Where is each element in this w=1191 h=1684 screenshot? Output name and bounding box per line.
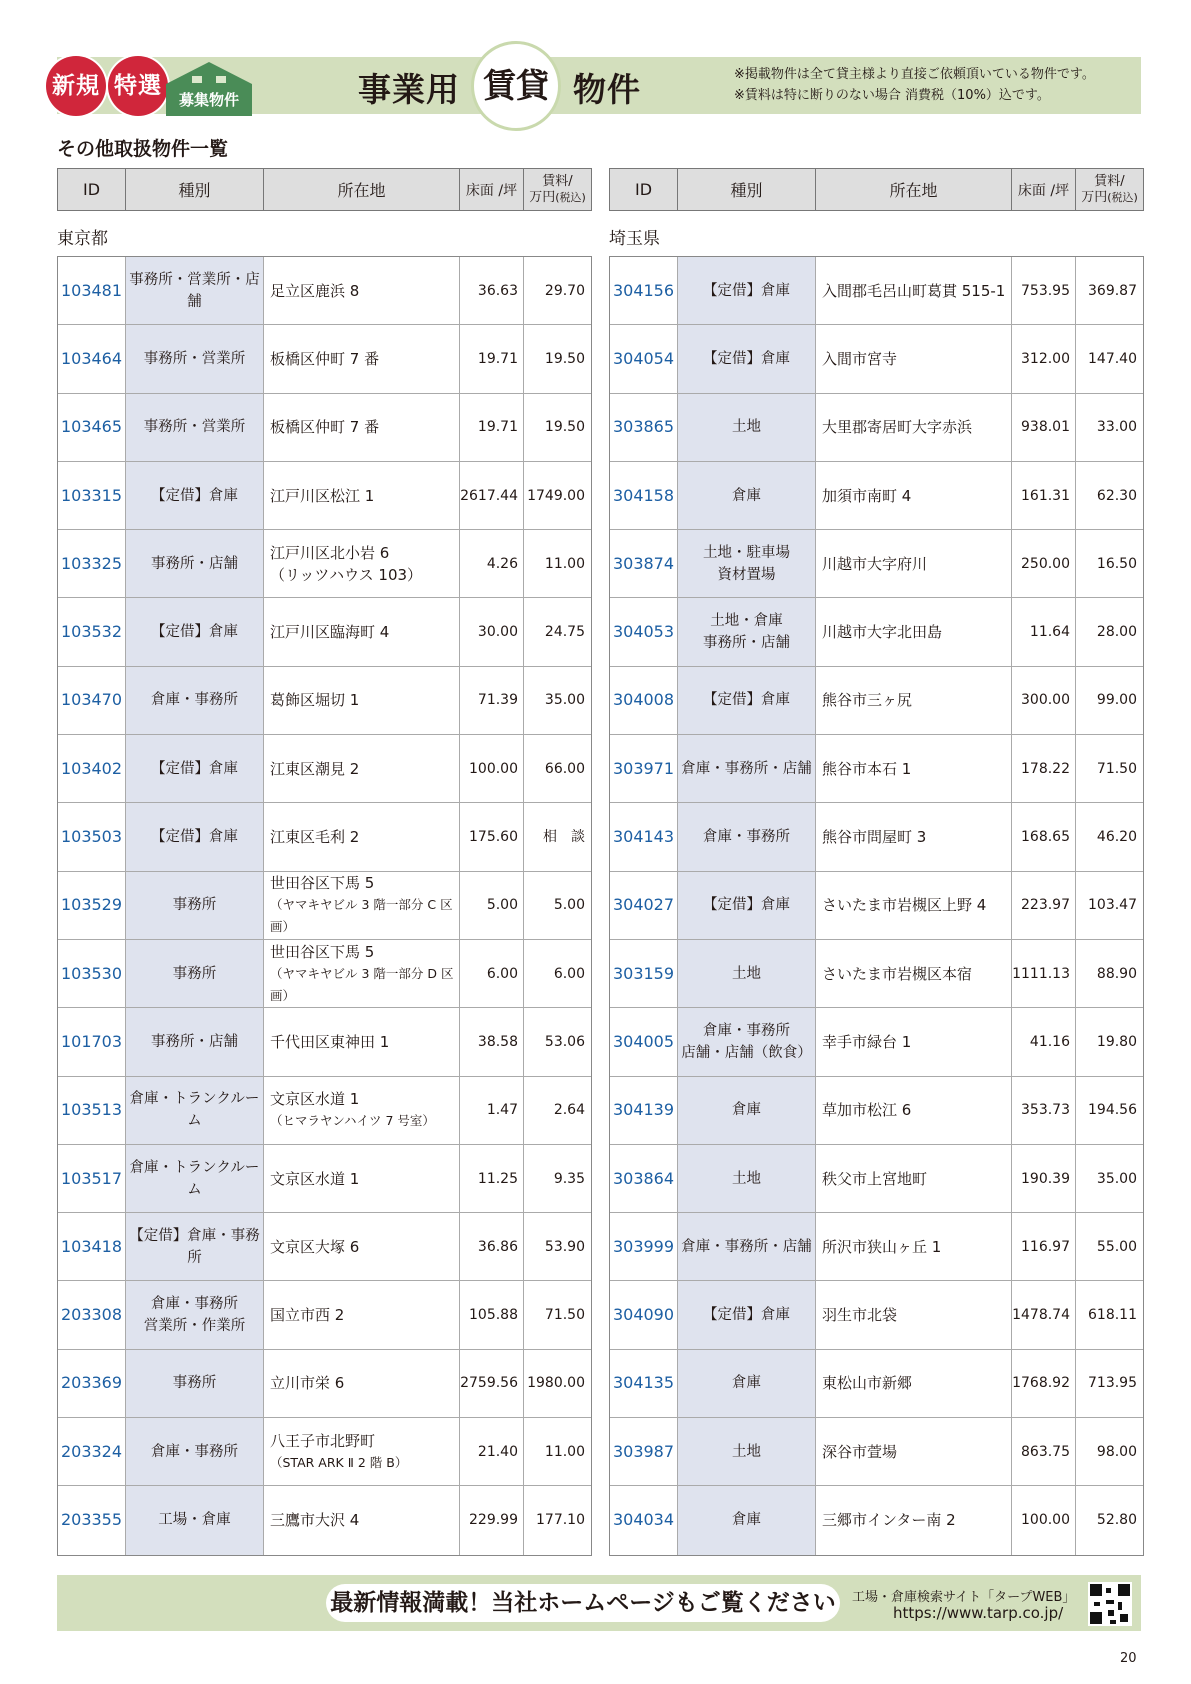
property-id[interactable]: 103513: [58, 1077, 126, 1144]
table-row[interactable]: [610, 872, 1143, 940]
table-row[interactable]: [58, 1077, 591, 1145]
col-type: 種別: [126, 169, 264, 210]
property-location: 深谷市萱場: [816, 1418, 1012, 1485]
property-id[interactable]: 304053: [610, 598, 678, 665]
property-type: 【定借】倉庫・事務所: [126, 1213, 264, 1280]
table-row[interactable]: [610, 667, 1143, 735]
property-id[interactable]: 103402: [58, 735, 126, 802]
property-area: 100.00: [1012, 1486, 1076, 1554]
property-type: 工場・倉庫: [126, 1486, 264, 1554]
table-row[interactable]: [58, 530, 591, 598]
left-column-header: [57, 168, 592, 211]
table-row[interactable]: [58, 1350, 591, 1418]
property-area: 223.97: [1012, 872, 1076, 939]
property-area: 1478.74: [1012, 1281, 1076, 1348]
table-row[interactable]: [58, 1008, 591, 1076]
property-type: 倉庫・事務所: [126, 667, 264, 734]
property-location: 葛飾区堀切 1: [264, 667, 460, 734]
property-area: 36.86: [460, 1213, 524, 1280]
col-id: ID: [610, 169, 678, 210]
table-row[interactable]: [610, 325, 1143, 393]
property-rent: 66.00: [544, 760, 585, 777]
property-area: 250.00: [1012, 530, 1076, 597]
col-area: 床面 /坪: [1012, 169, 1076, 210]
property-location: 東松山市新郷: [816, 1350, 1012, 1417]
table-row[interactable]: [610, 1077, 1143, 1145]
property-type: 【定借】倉庫: [678, 667, 816, 734]
property-type: 倉庫: [678, 1350, 816, 1417]
property-rent: 53.90: [544, 1238, 585, 1255]
property-rent: 194.56: [1088, 1102, 1137, 1119]
property-location: 立川市栄 6: [264, 1350, 460, 1417]
property-type: 事務所・営業所・店舗: [126, 257, 264, 324]
property-rent: 5.00: [553, 897, 585, 914]
note-line-2: ※賃料は特に断りのない場合 消費税（10%）込です。: [734, 88, 1050, 103]
property-id[interactable]: 303864: [610, 1145, 678, 1212]
right-column-header: [609, 168, 1144, 211]
table-row[interactable]: [610, 1418, 1143, 1486]
property-area: 168.65: [1012, 803, 1076, 870]
property-location: 三郷市インター南 2: [816, 1486, 1012, 1554]
title-property: 物件: [573, 70, 641, 109]
property-id[interactable]: 303971: [610, 735, 678, 802]
property-location: 八王子市北野町 （STAR ARK Ⅱ 2 階 B）: [264, 1418, 460, 1485]
property-area: 38.58: [460, 1008, 524, 1075]
property-type: 【定借】倉庫: [678, 1281, 816, 1348]
property-rent: 62.30: [1096, 487, 1137, 504]
property-id[interactable]: 103418: [58, 1213, 126, 1280]
property-id[interactable]: 303865: [610, 394, 678, 461]
property-id[interactable]: 304090: [610, 1281, 678, 1348]
table-row[interactable]: [58, 940, 591, 1008]
table-row[interactable]: [58, 1213, 591, 1281]
property-location: 入間郡毛呂山町葛貫 515-1: [816, 257, 1012, 324]
property-rent: 52.80: [1096, 1512, 1137, 1529]
table-row[interactable]: [58, 462, 591, 530]
property-rent: 71.50: [544, 1307, 585, 1324]
table-row[interactable]: [58, 598, 591, 666]
table-row[interactable]: [610, 1486, 1143, 1554]
col-area: 床面 /坪: [460, 169, 524, 210]
property-area: 2617.44: [460, 462, 524, 529]
table-row[interactable]: [58, 394, 591, 462]
table-row[interactable]: [58, 803, 591, 871]
property-location: 江東区潮見 2: [264, 735, 460, 802]
table-row[interactable]: [610, 462, 1143, 530]
property-area: 353.73: [1012, 1077, 1076, 1144]
list-title: その他取扱物件一覧: [57, 138, 229, 160]
property-area: 30.00: [460, 598, 524, 665]
property-area: 19.71: [460, 325, 524, 392]
table-row[interactable]: [610, 257, 1143, 325]
property-rent: 11.00: [544, 1443, 585, 1460]
property-id[interactable]: 103529: [58, 872, 126, 939]
property-location: 熊谷市三ヶ尻: [816, 667, 1012, 734]
property-rent: 98.00: [1096, 1443, 1137, 1460]
property-area: 175.60: [460, 803, 524, 870]
property-id[interactable]: 103325: [58, 530, 126, 597]
property-rent: 1980.00: [527, 1375, 585, 1392]
property-area: 36.63: [460, 257, 524, 324]
property-type: 倉庫・トランクルーム: [126, 1077, 264, 1144]
footer-banner[interactable]: 最新情報満載！当社ホームページもご覧ください: [326, 1584, 840, 1622]
note-line-1: ※掲載物件は全て貸主様より直接ご依頼頂いている物件です。: [734, 67, 1095, 82]
property-type: 倉庫: [678, 1486, 816, 1554]
footer-url[interactable]: https://www.tarp.co.jp/: [893, 1604, 1064, 1622]
property-type: 事務所・営業所: [126, 325, 264, 392]
property-id[interactable]: 304008: [610, 667, 678, 734]
property-rent: 19.80: [1096, 1033, 1137, 1050]
title-rental: 賃貸: [471, 41, 561, 131]
property-id[interactable]: 304139: [610, 1077, 678, 1144]
recruit-label: 募集物件: [178, 91, 239, 109]
property-type: 土地・駐車場 資材置場: [678, 530, 816, 597]
property-rent: 713.95: [1088, 1375, 1137, 1392]
property-location: 文京区水道 1: [264, 1145, 460, 1212]
property-area: 116.97: [1012, 1213, 1076, 1280]
property-location: 熊谷市問屋町 3: [816, 803, 1012, 870]
property-type: 倉庫・トランクルーム: [126, 1145, 264, 1212]
property-id[interactable]: 304156: [610, 257, 678, 324]
property-rent: 35.00: [1096, 1170, 1137, 1187]
property-location: 秩父市上宮地町: [816, 1145, 1012, 1212]
property-id[interactable]: 103503: [58, 803, 126, 870]
table-row[interactable]: [58, 735, 591, 803]
prefecture-tokyo: 東京都: [57, 229, 108, 249]
property-area: 2759.56: [460, 1350, 524, 1417]
property-id[interactable]: 304034: [610, 1486, 678, 1554]
property-location: 川越市大字北田島: [816, 598, 1012, 665]
property-rent: 71.50: [1096, 760, 1137, 777]
property-type: 土地: [678, 394, 816, 461]
property-location: 川越市大字府川: [816, 530, 1012, 597]
property-type: 土地・倉庫 事務所・店舗: [678, 598, 816, 665]
property-location: 国立市西 2: [264, 1281, 460, 1348]
table-row[interactable]: [610, 1008, 1143, 1076]
property-location: 文京区水道 1 （ヒマラヤンハイツ 7 号室）: [264, 1077, 460, 1144]
property-rent: 88.90: [1096, 965, 1137, 982]
property-location: 板橋区仲町 7 番: [264, 325, 460, 392]
property-rent: 55.00: [1096, 1238, 1137, 1255]
property-area: 938.01: [1012, 394, 1076, 461]
property-area: 41.16: [1012, 1008, 1076, 1075]
property-type: 【定借】倉庫: [678, 325, 816, 392]
property-type: 倉庫: [678, 462, 816, 529]
property-location: 江戸川区臨海町 4: [264, 598, 460, 665]
property-area: 161.31: [1012, 462, 1076, 529]
table-row[interactable]: [58, 1281, 591, 1349]
title-business: 事業用: [358, 70, 460, 109]
property-area: 229.99: [460, 1486, 524, 1554]
footer-site-name: 工場・倉庫検索サイト「タープWEB」: [852, 1590, 1076, 1605]
property-id[interactable]: 103315: [58, 462, 126, 529]
property-area: 190.39: [1012, 1145, 1076, 1212]
property-id[interactable]: 303987: [610, 1418, 678, 1485]
property-area: 71.39: [460, 667, 524, 734]
property-location: 大里郡寄居町大字赤浜: [816, 394, 1012, 461]
property-area: 863.75: [1012, 1418, 1076, 1485]
property-area: 105.88: [460, 1281, 524, 1348]
property-location: 熊谷市本石 1: [816, 735, 1012, 802]
property-rent: 103.47: [1088, 897, 1137, 914]
property-location: 文京区大塚 6: [264, 1213, 460, 1280]
table-row[interactable]: [610, 394, 1143, 462]
property-location: 草加市松江 6: [816, 1077, 1012, 1144]
col-rent: 賃料/ 万円(税込): [529, 173, 586, 205]
property-rent: 177.10: [536, 1512, 585, 1529]
property-id[interactable]: 203369: [58, 1350, 126, 1417]
table-row[interactable]: [610, 735, 1143, 803]
property-id[interactable]: 203324: [58, 1418, 126, 1485]
property-rent: 28.00: [1096, 624, 1137, 641]
table-row[interactable]: [58, 1145, 591, 1213]
property-area: 21.40: [460, 1418, 524, 1485]
property-id[interactable]: 103532: [58, 598, 126, 665]
table-row[interactable]: [58, 872, 591, 940]
property-type: 【定借】倉庫: [126, 803, 264, 870]
property-type: 事務所・店舗: [126, 530, 264, 597]
property-location: 江戸川区北小岩 6 （リッツハウス 103）: [264, 530, 460, 597]
property-area: 19.71: [460, 394, 524, 461]
property-type: 【定借】倉庫: [126, 735, 264, 802]
property-rent: 46.20: [1096, 829, 1137, 846]
property-location: 世田谷区下馬 5 （ヤマキヤビル 3 階一部分 D 区画）: [264, 940, 460, 1007]
table-row[interactable]: [610, 1350, 1143, 1418]
property-id[interactable]: 203308: [58, 1281, 126, 1348]
property-rent: 16.50: [1096, 555, 1137, 572]
property-rent: 33.00: [1096, 419, 1137, 436]
property-type: 【定借】倉庫: [126, 462, 264, 529]
property-id[interactable]: 103465: [58, 394, 126, 461]
property-id[interactable]: 304027: [610, 872, 678, 939]
table-row[interactable]: [58, 667, 591, 735]
table-row[interactable]: [58, 257, 591, 325]
property-location: 江東区毛利 2: [264, 803, 460, 870]
property-id[interactable]: 103464: [58, 325, 126, 392]
property-type: 倉庫・事務所 店舗・店舗（飲食）: [678, 1008, 816, 1075]
property-location: さいたま市岩槻区本宿: [816, 940, 1012, 1007]
saitama-table: [609, 256, 1144, 1556]
table-row[interactable]: [58, 1486, 591, 1554]
col-location: 所在地: [264, 169, 460, 210]
property-location: 板橋区仲町 7 番: [264, 394, 460, 461]
table-row[interactable]: [610, 1213, 1143, 1281]
property-rent: 369.87: [1088, 282, 1137, 299]
prefecture-saitama: 埼玉県: [609, 229, 660, 249]
property-type: 倉庫・事務所: [126, 1418, 264, 1485]
page-number: 20: [1120, 1651, 1137, 1666]
property-id[interactable]: 303874: [610, 530, 678, 597]
badge-special: 特選: [108, 56, 168, 116]
property-area: 4.26: [460, 530, 524, 597]
property-location: 江戸川区松江 1: [264, 462, 460, 529]
property-type: 倉庫・事務所 営業所・作業所: [126, 1281, 264, 1348]
property-area: 1111.13: [1012, 940, 1076, 1007]
property-id[interactable]: 101703: [58, 1008, 126, 1075]
property-id[interactable]: 304135: [610, 1350, 678, 1417]
property-location: 千代田区東神田 1: [264, 1008, 460, 1075]
table-row[interactable]: [610, 940, 1143, 1008]
property-id[interactable]: 103481: [58, 257, 126, 324]
property-type: 倉庫・事務所・店舗: [678, 735, 816, 802]
house-icon: [166, 62, 252, 116]
property-rent: 相 談: [543, 829, 585, 846]
property-location: 入間市宮寺: [816, 325, 1012, 392]
property-rent: 53.06: [544, 1033, 585, 1050]
property-type: 土地: [678, 940, 816, 1007]
property-id[interactable]: 103470: [58, 667, 126, 734]
badge-new: 新規: [46, 56, 106, 116]
property-type: 土地: [678, 1145, 816, 1212]
property-area: 5.00: [460, 872, 524, 939]
property-id[interactable]: 103530: [58, 940, 126, 1007]
property-type: 事務所: [126, 872, 264, 939]
property-location: 世田谷区下馬 5 （ヤマキヤビル 3 階一部分 C 区画）: [264, 872, 460, 939]
table-row[interactable]: [610, 1281, 1143, 1349]
table-row[interactable]: [610, 803, 1143, 871]
qr-code-icon[interactable]: [1088, 1582, 1132, 1626]
property-id[interactable]: 103517: [58, 1145, 126, 1212]
property-id[interactable]: 203355: [58, 1486, 126, 1554]
property-type: 倉庫・事務所・店舗: [678, 1213, 816, 1280]
property-rent: 618.11: [1088, 1307, 1137, 1324]
property-type: 事務所: [126, 940, 264, 1007]
property-id[interactable]: 303999: [610, 1213, 678, 1280]
property-location: 三鷹市大沢 4: [264, 1486, 460, 1554]
property-rent: 147.40: [1088, 350, 1137, 367]
property-location: さいたま市岩槻区上野 4: [816, 872, 1012, 939]
col-rent: 賃料/ 万円(税込): [1081, 173, 1138, 205]
property-rent: 19.50: [544, 350, 585, 367]
table-row[interactable]: [610, 598, 1143, 666]
table-row[interactable]: [610, 530, 1143, 598]
property-type: 倉庫: [678, 1077, 816, 1144]
property-area: 11.25: [460, 1145, 524, 1212]
property-rent: 2.64: [553, 1102, 585, 1119]
property-location: 加須市南町 4: [816, 462, 1012, 529]
property-id[interactable]: 304005: [610, 1008, 678, 1075]
property-type: 倉庫・事務所: [678, 803, 816, 870]
table-row[interactable]: [58, 325, 591, 393]
property-type: 事務所・営業所: [126, 394, 264, 461]
tokyo-table: [57, 256, 592, 1556]
property-rent: 1749.00: [527, 487, 585, 504]
property-rent: 99.00: [1096, 692, 1137, 709]
property-id[interactable]: 304054: [610, 325, 678, 392]
property-type: 【定借】倉庫: [678, 257, 816, 324]
col-location: 所在地: [816, 169, 1012, 210]
property-area: 11.64: [1012, 598, 1076, 665]
table-row[interactable]: [610, 1145, 1143, 1213]
property-area: 1.47: [460, 1077, 524, 1144]
property-type: 土地: [678, 1418, 816, 1485]
property-type: 事務所・店舗: [126, 1008, 264, 1075]
property-location: 幸手市緑台 1: [816, 1008, 1012, 1075]
property-rent: 29.70: [544, 282, 585, 299]
property-id[interactable]: 303159: [610, 940, 678, 1007]
property-type: 【定借】倉庫: [126, 598, 264, 665]
property-id[interactable]: 304143: [610, 803, 678, 870]
property-rent: 9.35: [553, 1170, 585, 1187]
property-rent: 24.75: [544, 624, 585, 641]
property-area: 753.95: [1012, 257, 1076, 324]
property-location: 足立区鹿浜 8: [264, 257, 460, 324]
property-area: 312.00: [1012, 325, 1076, 392]
property-area: 178.22: [1012, 735, 1076, 802]
property-rent: 35.00: [544, 692, 585, 709]
property-location: 羽生市北袋: [816, 1281, 1012, 1348]
property-area: 6.00: [460, 940, 524, 1007]
table-row[interactable]: [58, 1418, 591, 1486]
property-id[interactable]: 304158: [610, 462, 678, 529]
property-type: 事務所: [126, 1350, 264, 1417]
property-area: 300.00: [1012, 667, 1076, 734]
property-area: 100.00: [460, 735, 524, 802]
property-area: 1768.92: [1012, 1350, 1076, 1417]
property-location: 所沢市狭山ヶ丘 1: [816, 1213, 1012, 1280]
property-rent: 6.00: [553, 965, 585, 982]
col-id: ID: [58, 169, 126, 210]
property-rent: 19.50: [544, 419, 585, 436]
property-rent: 11.00: [544, 555, 585, 572]
col-type: 種別: [678, 169, 816, 210]
header-note: [734, 64, 1095, 106]
property-type: 【定借】倉庫: [678, 872, 816, 939]
